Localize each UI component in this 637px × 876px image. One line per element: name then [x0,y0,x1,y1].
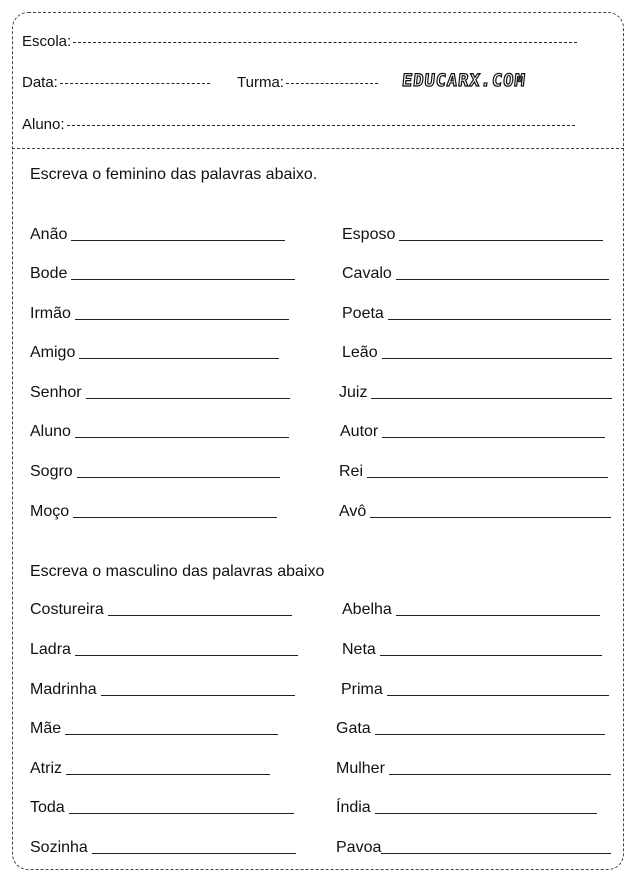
answer-line[interactable] [108,615,292,616]
word-label: Mãe [30,720,62,737]
word-row [30,839,296,857]
answer-line[interactable] [69,813,294,814]
answer-line[interactable] [73,517,277,518]
answer-line[interactable] [367,477,608,478]
answer-line[interactable] [389,774,611,775]
answer-line[interactable] [381,853,611,854]
word-label: Gata [336,720,371,737]
word-label: Irmão [30,305,71,322]
answer-line[interactable] [71,279,295,280]
word-label: Sogro [30,463,73,480]
word-row [339,384,612,402]
answer-line[interactable] [65,734,278,735]
word-row [30,463,280,481]
instruction-masculine: Escreva o masculino das palavras abaixo [30,563,325,580]
word-row [336,720,605,738]
word-label: Anão [30,226,68,243]
answer-line[interactable] [396,279,609,280]
answer-line[interactable] [370,517,611,518]
word-row [342,601,600,619]
word-label: Toda [30,799,65,816]
turma-field [237,74,378,91]
word-label: Abelha [342,601,392,618]
word-label: Rei [339,463,364,480]
word-label: Pavoa [336,839,382,856]
answer-line[interactable] [388,319,611,320]
word-label: Neta [342,641,376,658]
answer-line[interactable] [396,615,600,616]
word-row [342,265,609,283]
word-row [340,423,605,441]
answer-line[interactable] [66,774,270,775]
word-row [339,503,611,521]
word-row [30,601,292,619]
word-label: Prima [341,681,383,698]
word-row [30,226,285,244]
word-label: Poeta [342,305,384,322]
escola-field [22,33,577,50]
word-row [30,265,295,283]
word-row [30,344,279,362]
word-row [336,839,611,857]
escola-line[interactable] [73,42,577,43]
word-row [342,226,603,244]
word-label: Leão [342,344,378,361]
word-row [30,720,278,738]
word-row [30,305,289,323]
answer-line[interactable] [375,813,597,814]
educarx-logo: EDUCARX.COM [400,71,527,91]
header-divider [12,148,624,149]
word-row [30,641,298,659]
word-label: Avô [339,503,367,520]
word-label: Cavalo [342,265,392,282]
word-row [30,503,277,521]
word-label: Bode [30,265,68,282]
turma-line[interactable] [286,83,378,84]
word-label: Mulher [336,760,385,777]
word-row [336,799,597,817]
worksheet-border [12,12,624,870]
answer-line[interactable] [382,358,612,359]
word-row [30,384,290,402]
answer-line[interactable] [375,734,605,735]
answer-line[interactable] [71,240,285,241]
word-row [342,305,611,323]
word-label: Amigo [30,344,76,361]
answer-line[interactable] [86,398,290,399]
word-label: Ladra [30,641,71,658]
word-row [30,760,270,778]
answer-line[interactable] [77,477,280,478]
word-row [30,681,295,699]
aluno-field [22,116,575,133]
answer-line[interactable] [92,853,296,854]
word-label: Costureira [30,601,104,618]
word-row [339,463,608,481]
word-row [30,423,289,441]
word-label: Madrinha [30,681,97,698]
word-label: Aluno [30,423,71,440]
escola-label: Escola: [22,33,72,50]
word-row [342,344,612,362]
word-label: Juiz [339,384,368,401]
data-line[interactable] [60,83,210,84]
word-label: Atriz [30,760,62,777]
word-label: Senhor [30,384,82,401]
aluno-line[interactable] [67,125,575,126]
word-label: Moço [30,503,70,520]
answer-line[interactable] [371,398,612,399]
word-row [341,681,609,699]
data-field [22,74,210,91]
word-label: Esposo [342,226,396,243]
aluno-label: Aluno: [22,116,65,133]
answer-line[interactable] [101,695,295,696]
answer-line[interactable] [380,655,602,656]
instruction-feminine: Escreva o feminino das palavras abaixo. [30,166,318,183]
answer-line[interactable] [382,437,605,438]
answer-line[interactable] [399,240,603,241]
answer-line[interactable] [75,437,289,438]
word-row [342,641,602,659]
word-row [30,799,294,817]
word-label: Autor [340,423,379,440]
answer-line[interactable] [75,655,298,656]
word-label: Sozinha [30,839,88,856]
data-label: Data: [22,74,58,91]
turma-label: Turma: [237,74,284,91]
answer-line[interactable] [75,319,289,320]
word-label: Índia [336,799,371,816]
word-row [336,760,611,778]
answer-line[interactable] [387,695,609,696]
answer-line[interactable] [79,358,279,359]
